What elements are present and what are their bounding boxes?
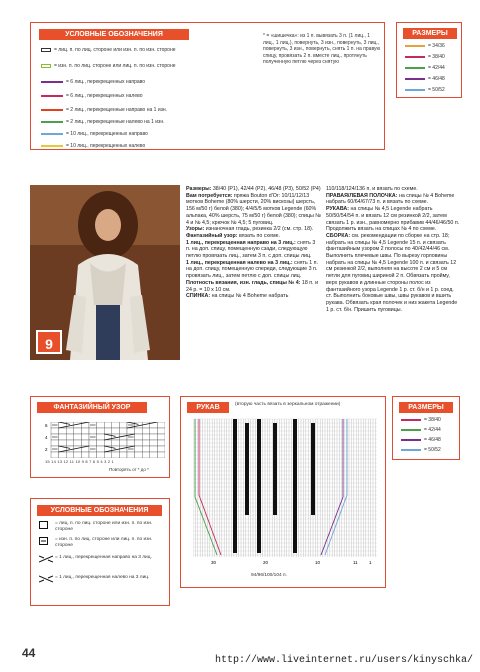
bobble-note: * = «шишечка»: из 1 п. вывязать 3 п. (1 лиц., 1 лиц., 1 лиц.), повернуть, 3 изн., повернуть, 3 лиц., повернуть, 3 изн., повернуть, снять 1 п. на правую спицу, провязать 2 п. вместе лиц., протянуть полученную петлю через снятую <box>263 33 381 65</box>
back-text: на спицы № 4 Boheme набрать <box>210 293 289 300</box>
size-label: = 46/48 <box>424 437 441 443</box>
grid-cell <box>89 452 97 458</box>
size-label: = 38/40 <box>424 417 441 423</box>
grid-cell <box>157 422 165 428</box>
grid-cell <box>97 428 105 434</box>
grid-cell <box>74 434 82 440</box>
legend-bottom-row <box>39 521 169 533</box>
grid-cell <box>157 440 165 446</box>
legend-bottom-row <box>39 555 152 566</box>
grid-cell <box>127 440 135 446</box>
grid-cell <box>157 428 165 434</box>
grid-cell <box>66 434 74 440</box>
grid-cell <box>112 440 120 446</box>
patterns-text: изнаночная гладь, резинка 2/2 (см. стр. 18). <box>204 226 314 233</box>
sizes-bottom <box>392 396 460 460</box>
materials-text: пряжа Bouton d'Or: 10/11/12/13 мотков Boheme (80% шерсти, 20% вискозы) шерсть, 156 м/50 г) белой (380); 4/4/5/5 мотков Legende (60% альпака, 40% шерсть, 75 м/50 г) белой (380); спицы № 4 и № 4,5; крючок № 4,5; 5 пуговиц. <box>186 192 321 226</box>
sleeve-stitch-count: 94/96/100/104 п. <box>251 573 287 578</box>
gauge-heading: Плотность вязания, изн. гладь, спицы № 4: <box>186 279 301 286</box>
grid-cell <box>142 428 150 434</box>
legend-bottom-row <box>39 537 169 549</box>
legend-bottom-title: УСЛОВНЫЕ ОБОЗНАЧЕНИЯ <box>37 505 162 516</box>
fancy-pattern-box <box>30 396 170 478</box>
grid-cell <box>81 428 89 434</box>
legend-top-label: = 10 лиц., перекрещенных направо <box>66 131 148 137</box>
grid-cell <box>74 440 82 446</box>
grid-cell <box>59 440 67 446</box>
legend-top-label: = 2 лиц., перекрещенные направо на 1 изн. <box>66 107 168 113</box>
legend-bottom-label: = изн. п. по лиц. стороне или лиц. п. по изн. стороне <box>55 537 153 548</box>
grid-cell <box>135 428 143 434</box>
legend-top-row <box>41 143 145 149</box>
grid-cell <box>51 452 59 458</box>
grid-cell <box>59 452 67 458</box>
size-line-icon <box>401 439 421 441</box>
size-label: = 38/40 <box>428 54 445 60</box>
grid-cell <box>157 452 165 458</box>
size-row <box>405 87 445 93</box>
grid-cell <box>66 428 74 434</box>
grid-cell <box>112 428 120 434</box>
grid-cell <box>112 452 120 458</box>
grid-cell <box>104 452 112 458</box>
fancy-stitch-numbers: 15 14 13 12 11 10 9 8 7 6 5 4 3 2 1 <box>45 459 114 464</box>
fancy-text: вязать по схеме. <box>237 232 281 239</box>
grid-cell <box>51 428 59 434</box>
legend-top-label: = 6 лиц., перекрещенных налево <box>66 93 143 99</box>
size-line-icon <box>405 78 425 80</box>
grid-cell <box>112 422 120 428</box>
grid-cell <box>74 452 82 458</box>
sleeves-heading: РУКАВА: <box>326 206 349 213</box>
grid-cell <box>150 446 158 452</box>
grid-cell <box>97 446 105 452</box>
grid-cell <box>66 440 74 446</box>
grid-cell <box>142 434 150 440</box>
grid-cell <box>97 452 105 458</box>
grid-cell <box>89 440 97 446</box>
purl-box-icon <box>39 537 51 549</box>
legend-top-row <box>41 63 176 69</box>
cross-left-heading: 1 лиц., перекрещенная налево на 3 лиц.: <box>186 259 293 266</box>
cable-line-icon <box>41 121 63 123</box>
sizes-top <box>396 22 462 98</box>
fancy-row-label: 2 <box>45 447 48 452</box>
fancy-pattern-grid <box>45 422 165 458</box>
sleeve-chart-title: РУКАВ <box>187 402 229 413</box>
sleeve-tick-label: 20 <box>263 560 269 565</box>
grid-cell <box>81 440 89 446</box>
size-line-icon <box>401 419 421 421</box>
sleeve-tick-label: 30 <box>211 560 217 565</box>
gauge-text: 18 п. и 24 р. = 10 х 10 см. <box>186 279 319 293</box>
size-row <box>405 65 445 71</box>
grid-cell <box>104 428 112 434</box>
stitch-box-icon <box>41 48 51 52</box>
cable-stripe <box>273 423 277 515</box>
size-label: = 42/44 <box>428 65 445 71</box>
grid-cell <box>157 434 165 440</box>
size-line-icon <box>405 56 425 58</box>
legend-top-row <box>41 47 176 53</box>
cable-line-icon <box>41 95 63 97</box>
cross-right-icon <box>39 555 51 566</box>
grid-cell <box>150 434 158 440</box>
sleeve-tick-label: 11 <box>353 560 358 565</box>
size-label: = 46/48 <box>428 76 445 82</box>
back-heading: СПИНКА: <box>186 293 211 300</box>
legend-top-row <box>41 93 142 99</box>
sleeve-chart-note: (вторую часть вязать в зеркальном отражении) <box>235 402 341 407</box>
sleeve-chart-box <box>180 396 386 588</box>
cable-stripe <box>311 423 315 515</box>
fancy-pattern-title: ФАНТАЗИЙНЫЙ УЗОР <box>37 402 147 413</box>
grid-cell <box>142 440 150 446</box>
grid-cell <box>59 428 67 434</box>
cable-stripe <box>245 423 249 515</box>
sizes-heading: Размеры: <box>186 186 212 192</box>
size-line-icon <box>401 449 421 451</box>
legend-top-label: = лиц. п. по лиц. стороне или изн. п. по изн. стороне <box>54 47 176 53</box>
size-row <box>405 54 445 60</box>
legend-top-row <box>41 131 148 137</box>
front-text: на спицы № 4 Boheme набрать 60/64/67/73 п. и вязать по схеме. <box>326 192 455 206</box>
size-row <box>401 427 441 433</box>
instructions-column-2 <box>326 186 461 313</box>
cable-line-icon <box>41 81 63 83</box>
grid-cell <box>142 446 150 452</box>
size-label: = 42/44 <box>424 427 441 433</box>
size-label: = 50/52 <box>424 447 441 453</box>
legend-top-label: = 10 лиц., перекрещенных налево <box>66 143 146 149</box>
cable-line-icon <box>41 145 63 147</box>
assembly-text: см. рекомендации по сборке на стр. 18; набрать на спицы № 4,5 Legende 15 п. и связать фантазийным узором 2 полосы по 40/42/44/46 см. Выполнить плечевые швы. По вырезу горловины набрать на спицы № 4,5 Legende 100 п. и связать 12 см резинкой 2/2, выполняя на высоте 2 см и 5 см петли для пуговиц шириной 2 п. Обвязать пройму, верх рукавов и длинные стороны полос из фантазийного узора Legende 1 р. ст. б/н и 1 р. соед. ст. Выполнить боковые швы, швы рукавов и вшить рукава. Обвязать края полочек и низ жакета Legende 1 р. ст. б/н. Пришить пуговицы. <box>326 232 458 313</box>
legend-top-label: = 6 лиц., перекрещенных направо <box>66 79 146 85</box>
grid-cell <box>119 452 127 458</box>
cable-line-icon <box>41 133 63 135</box>
grid-cell <box>81 434 89 440</box>
cable-line-icon <box>41 109 63 111</box>
size-line-icon <box>405 67 425 69</box>
size-line-icon <box>401 429 421 431</box>
grid-cell <box>135 452 143 458</box>
size-row <box>401 417 441 423</box>
sizes-bottom-title: РАЗМЕРЫ <box>399 402 453 413</box>
legend-bottom-row <box>39 575 149 586</box>
fancy-heading: Фантазийный узор: <box>186 232 238 239</box>
size-line-icon <box>405 45 425 47</box>
grid-cell <box>119 440 127 446</box>
cross-right-text: снять 3 п. на доп. спицу, помещенную сзади, следующую петлю провязать лиц., затем 3 п. с доп. спицы лиц. <box>186 239 316 260</box>
materials-heading: Вам потребуется: <box>186 192 233 199</box>
size-line-icon <box>405 89 425 91</box>
grid-cell <box>104 422 112 428</box>
fancy-row-label: 4 <box>45 435 48 440</box>
knit-box-icon <box>39 521 51 533</box>
legend-top-label: = изн. п. по лиц. стороне или лиц. п. по изн. стороне <box>54 63 176 69</box>
grid-cell <box>97 434 105 440</box>
grid-cell <box>66 452 74 458</box>
size-row <box>401 437 441 443</box>
grid-cell <box>119 428 127 434</box>
stitch-box-icon <box>41 64 51 68</box>
sleeves-text: на спицы № 4,5 Legende набрать 50/50/54/54 п. и вязать 12 см резинкой 2/2, затем связать 1 р. изн., равномерно прибавив 44/46/46/50 п. Продолжить вязать на спицах № 4 по схеме. <box>326 206 460 233</box>
sizes-text: 38/40 (P1), 42/44 (P2), 46/48 (P3), 50/52 (P4) <box>211 186 321 192</box>
legend-bottom-label: = 1 лиц., перекрещенная направо на 3 лиц. <box>55 555 152 560</box>
patterns-heading: Узоры: <box>186 226 205 233</box>
legend-bottom-label: = лиц. п. по лиц. стороне или изн. п. по изн. стороне <box>55 521 153 532</box>
grid-cell <box>127 428 135 434</box>
cross-right-heading: 1 лиц., перекрещенная направо на 3 лиц.: <box>186 239 296 246</box>
legend-top-title: УСЛОВНЫЕ ОБОЗНАЧЕНИЯ <box>39 29 189 40</box>
size-label: = 34/36 <box>428 43 445 49</box>
front-heading: ПРАВАЯ/ЛЕВАЯ ПОЛОЧКА: <box>326 192 398 199</box>
source-url[interactable]: http://www.liveinternet.ru/users/kinyschka/ <box>215 655 474 666</box>
grid-cell <box>51 440 59 446</box>
legend-top-row <box>41 79 145 85</box>
grid-cell <box>150 428 158 434</box>
fancy-row-label: 6 <box>45 423 48 428</box>
cable-stripe <box>293 419 297 553</box>
grid-cell <box>74 428 82 434</box>
legend-top-label: = 2 лиц., перекрещенные налево на 1 изн. <box>66 119 165 125</box>
cross-left-text: снять 1 п. на доп. спицу, помещенную спереди, следующие 3 п. провязать лиц., затем петлю с доп. спицы лиц. <box>186 259 318 280</box>
cross-left-icon <box>39 575 51 586</box>
grid-cell <box>142 452 150 458</box>
cable-stripe <box>233 419 237 553</box>
grid-cell <box>104 440 112 446</box>
assembly-heading: СБОРКА: <box>326 232 351 239</box>
grid-cell <box>135 446 143 452</box>
instructions-column-1 <box>186 186 321 300</box>
size-label: = 50/52 <box>428 87 445 93</box>
legend-top <box>30 22 385 150</box>
grid-cell <box>89 428 97 434</box>
grid-cell <box>157 446 165 452</box>
size-row <box>401 447 441 453</box>
pattern-number-badge: 9 <box>36 330 62 354</box>
grid-cell <box>150 440 158 446</box>
grid-cell <box>135 434 143 440</box>
legend-bottom-label: = 1 лиц., перекрещенная налево на 3 лиц. <box>55 575 150 580</box>
size-row <box>405 43 445 49</box>
sleeve-tick-label: 10 <box>315 560 321 565</box>
grid-cell <box>135 440 143 446</box>
back-text-cont: 110/118/124/136 п. и вязать по схеме. <box>326 186 418 192</box>
legend-top-row <box>41 119 165 125</box>
fancy-repeat-note: Повторять от * до * <box>109 467 149 472</box>
grid-cell <box>59 434 67 440</box>
grid-cell <box>97 440 105 446</box>
legend-top-row <box>41 107 167 113</box>
page-number: 44 <box>22 646 36 660</box>
sleeve-chart-grid <box>193 415 377 571</box>
grid-cell <box>127 452 135 458</box>
grid-cell <box>97 422 105 428</box>
sizes-top-title: РАЗМЕРЫ <box>403 28 457 39</box>
sleeve-tick-label: 1 <box>369 560 372 565</box>
cable-stripe <box>257 419 261 553</box>
legend-bottom <box>30 498 170 606</box>
grid-cell <box>119 422 127 428</box>
size-row <box>405 76 445 82</box>
grid-cell <box>81 452 89 458</box>
grid-cell <box>150 452 158 458</box>
